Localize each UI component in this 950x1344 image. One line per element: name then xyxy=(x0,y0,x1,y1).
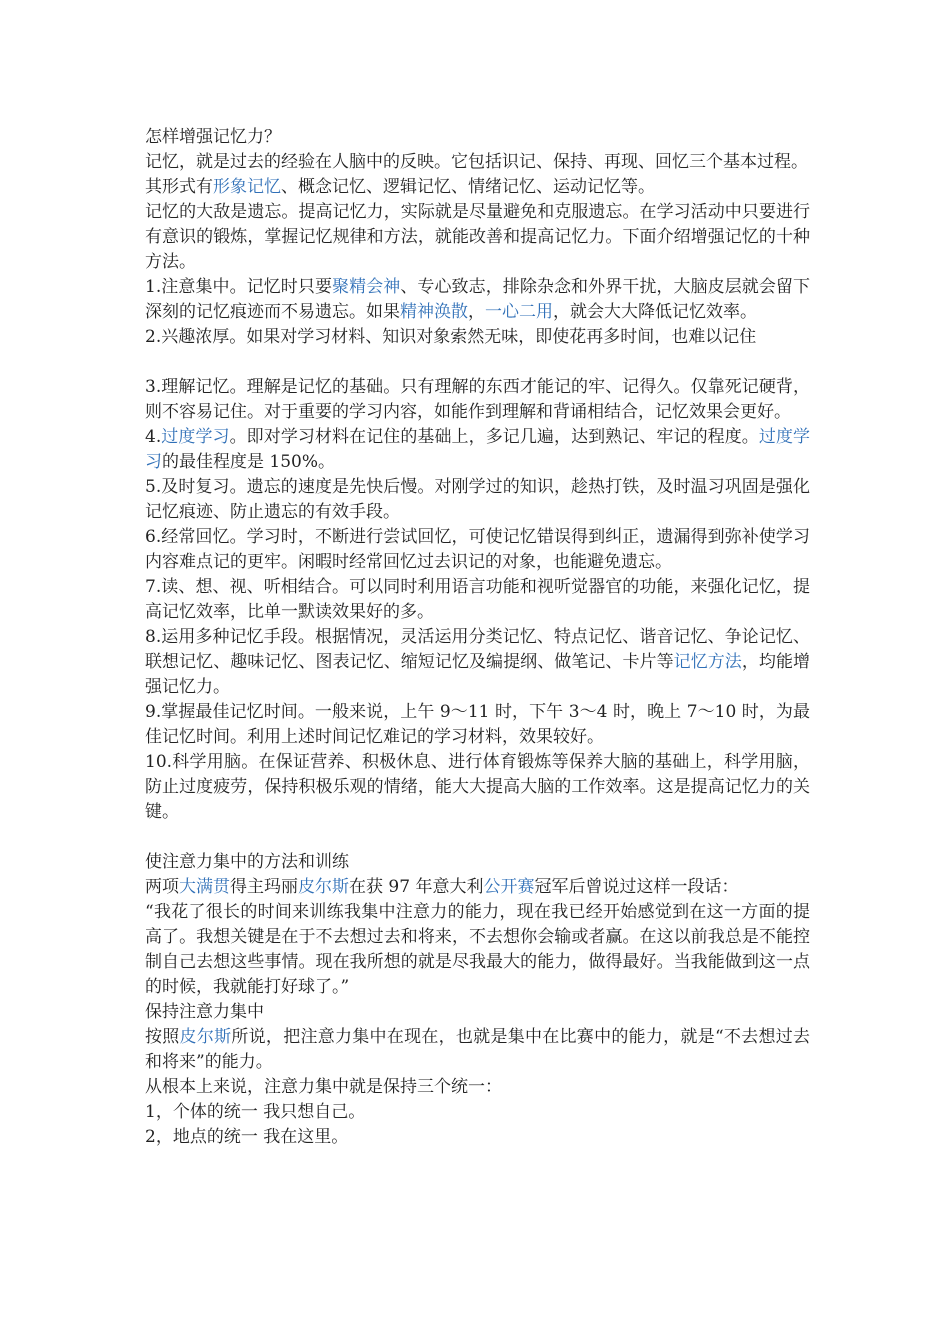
text: 。即对学习材料在记住的基础上，多记几遍，达到熟记、牢记的程度。 xyxy=(229,427,759,447)
paragraph xyxy=(145,1025,810,1075)
method-item-1 xyxy=(145,275,810,325)
link-pierce[interactable]: 皮尔斯 xyxy=(179,1027,232,1047)
text: 4. xyxy=(145,427,162,447)
paragraph: 从根本上来说，注意力集中就是保持三个统一： xyxy=(145,1077,502,1097)
text: 1.注意集中。记忆时只要 xyxy=(145,277,333,297)
spacer xyxy=(145,350,810,375)
section-title: 怎样增强记忆力？ xyxy=(145,127,281,147)
text: 在获 97 年意大利 xyxy=(349,877,484,897)
link-xingxiang-jiyi[interactable]: 形象记忆 xyxy=(213,177,281,197)
text: ，就会大大降低记忆效率。 xyxy=(553,302,757,322)
method-item-7: 7.读、想、视、听相结合。可以同时利用语言功能和视听觉器官的功能，来强化记忆，提高记忆效率，比单一默读效果好的多。 xyxy=(145,577,810,622)
spacer xyxy=(145,825,810,850)
text: 按照 xyxy=(145,1027,180,1047)
link-jingshen-huansan[interactable]: 精神涣散 xyxy=(400,302,468,322)
text: 、专心致志，排除杂念和外界干扰，大脑皮层就会留下深刻的记忆痕迹而不易遗忘。如果 xyxy=(145,277,811,322)
text: ， xyxy=(468,302,485,322)
link-guodu-xuexi[interactable]: 过度学习 xyxy=(161,427,230,447)
method-item-5: 5.及时复习。遗忘的速度是先快后慢。对刚学过的知识，趁热打铁，及时温习巩固是强化记忆痕迹、防止遗忘的有效手段。 xyxy=(145,477,810,522)
document-body xyxy=(145,125,810,1150)
link-open-tournament[interactable]: 公开赛 xyxy=(483,877,535,897)
quote: “我花了很长的时间来训练我集中注意力的能力，现在我已经开始感觉到在这一方面的提高了。我想关键是在于不去想过去和将来，不去想你会输或者赢。在这以前我总是不能控制自己去想这些事情。现在我所想的就是尽我最大的能力，做得最好。当我能做到这一点的时候，我就能打好球了。” xyxy=(145,902,810,997)
method-item-4 xyxy=(145,425,810,475)
link-pierce[interactable]: 皮尔斯 xyxy=(298,877,349,897)
text: 所说，把注意力集中在现在，也就是集中在比赛中的能力，就是“不去想过去和将来”的能力。 xyxy=(145,1027,811,1072)
method-item-2: 2.兴趣浓厚。如果对学习材料、知识对象索然无味，即使花再多时间，也难以记住 xyxy=(145,327,757,347)
section-title: 使注意力集中的方法和训练 xyxy=(145,852,349,872)
paragraph: 记忆，就是过去的经验在人脑中的反映。它包括识记、保持、再现、回忆三个基本过程。 xyxy=(145,152,808,172)
method-item-10: 10.科学用脑。在保证营养、积极休息、进行体育锻炼等保养大脑的基础上，科学用脑，防止过度疲劳，保持积极乐观的情绪，能大大提高大脑的工作效率。这是提高记忆力的关键。 xyxy=(145,752,810,822)
text: 的最佳程度是 150%。 xyxy=(162,452,336,472)
link-jujing-huishen[interactable]: 聚精会神 xyxy=(332,277,401,297)
text: 得主玛丽 xyxy=(230,877,298,897)
text: 、概念记忆、逻辑记忆、情绪记忆、运动记忆等。 xyxy=(281,177,655,197)
link-jiyi-fangfa[interactable]: 记忆方法 xyxy=(673,652,742,672)
paragraph xyxy=(145,875,810,900)
method-item-8 xyxy=(145,625,810,700)
method-item-6: 6.经常回忆。学习时，不断进行尝试回忆，可使记忆错误得到纠正，遗漏得到弥补使学习内容难点记的更牢。闲暇时经常回忆过去识记的对象，也能避免遗忘。 xyxy=(145,527,810,572)
paragraph: 记忆的大敌是遗忘。提高记忆力，实际就是尽量避免和克服遗忘。在学习活动中只要进行有意识的锻炼，掌握记忆规律和方法，就能改善和提高记忆力。下面介绍增强记忆的十种方法。 xyxy=(145,202,810,272)
link-yixin-eryong[interactable]: 一心二用 xyxy=(485,302,553,322)
subheading: 保持注意力集中 xyxy=(145,1002,264,1022)
text: 8.运用多种记忆手段。根据情况，灵活运用分类记忆、特点记忆、谐音记忆、争论记忆、联想记忆、趣味记忆、图表记忆、缩短记忆及编提纲、做笔记、卡片等 xyxy=(145,627,810,672)
text: 其形式有 xyxy=(145,177,213,197)
method-item-9: 9.掌握最佳记忆时间。一般来说，上午 9～11 时，下午 3～4 时，晚上 7～10 时，为最佳记忆时间。利用上述时间记忆难记的学习材料，效果较好。 xyxy=(145,702,810,747)
link-guodu-xuexi[interactable]: 过度学习 xyxy=(145,427,811,472)
text: 两项 xyxy=(145,877,179,897)
list-item: 2，地点的统一 我在这里。 xyxy=(145,1127,349,1147)
method-item-3: 3.理解记忆。理解是记忆的基础。只有理解的东西才能记的牢、记得久。仅靠死记硬背，则不容易记住。对于重要的学习内容，如能作到理解和背诵相结合，记忆效果会更好。 xyxy=(145,377,810,422)
paragraph xyxy=(145,175,810,200)
text: 冠军后曾说过这样一段话： xyxy=(534,877,739,897)
text: ，均能增强记忆力。 xyxy=(145,652,811,697)
list-item: 1，个体的统一 我只想自己。 xyxy=(145,1102,366,1122)
link-da-manguan[interactable]: 大满贯 xyxy=(179,877,230,897)
